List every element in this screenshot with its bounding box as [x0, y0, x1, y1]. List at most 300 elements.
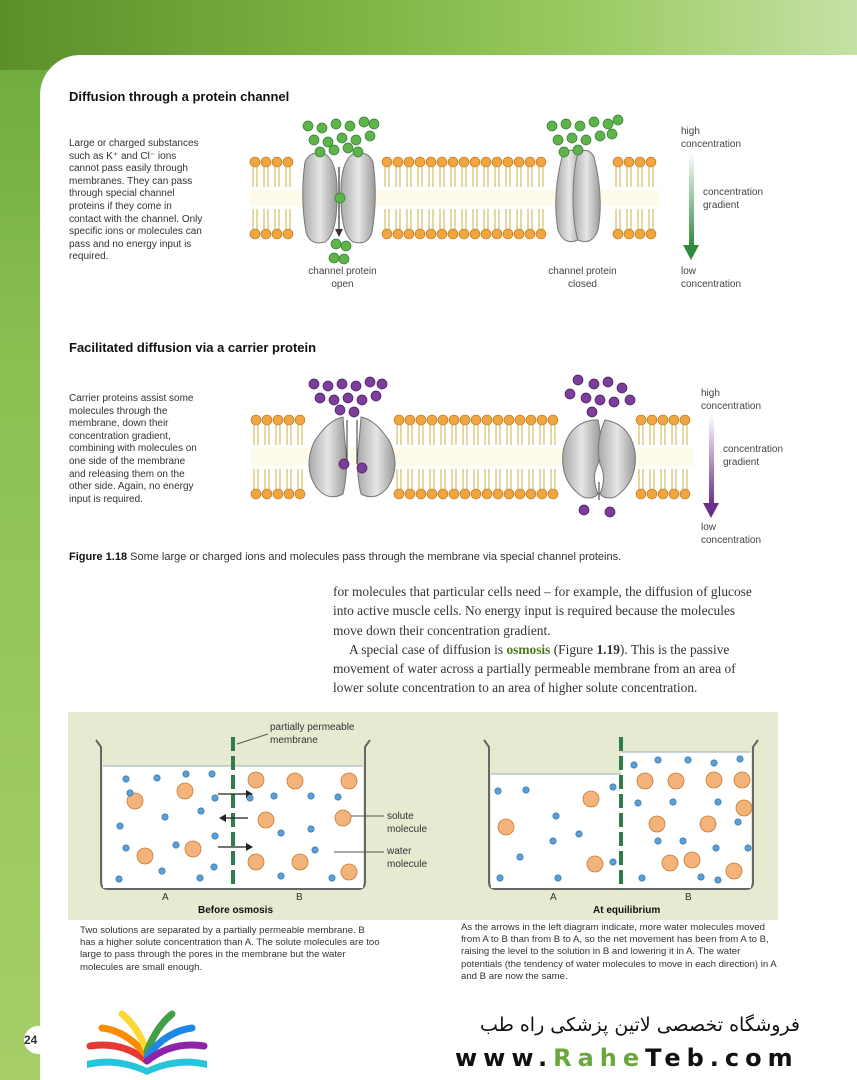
water-molecule	[715, 877, 721, 883]
solute-molecule	[583, 791, 599, 807]
high-label2-line1: high	[701, 388, 720, 399]
ion-molecule	[343, 143, 353, 153]
ion-molecule	[561, 119, 571, 129]
water-molecule	[745, 845, 751, 851]
label-channel-closed	[535, 265, 630, 291]
carried-molecule	[335, 405, 345, 415]
solute-molecule	[684, 852, 700, 868]
phospholipid-head	[283, 157, 293, 167]
phospholipid-head	[382, 157, 392, 167]
phospholipid-head	[635, 157, 645, 167]
phospholipid-head	[471, 415, 481, 425]
phospholipid-head	[525, 157, 535, 167]
phospholipid-head	[460, 415, 470, 425]
phospholipid-head	[503, 229, 513, 239]
channel-protein-closed	[556, 150, 601, 241]
water-molecule	[711, 760, 717, 766]
water-molecule	[713, 845, 719, 851]
low-label-line2: concentration	[681, 279, 742, 290]
carried-molecule	[579, 505, 589, 515]
figure-1-18-caption	[69, 551, 709, 563]
low-label2-line1: low	[701, 522, 717, 533]
solute-molecule	[734, 772, 750, 788]
water-molecule	[117, 823, 123, 829]
water-label-line2: molecule	[387, 859, 428, 870]
phospholipid-head	[284, 415, 294, 425]
paragraph-1: for molecules that particular cells need – for example, the diffusion of glucose into active muscle cells. No energy input is required because the molecules move down their concentration gradient.	[333, 584, 752, 638]
phospholipid-head	[437, 157, 447, 167]
phospholipid-head	[493, 489, 503, 499]
gradient-label-2	[723, 443, 783, 469]
carried-molecule	[337, 379, 347, 389]
ion-molecule	[575, 121, 585, 131]
water-molecule	[123, 776, 129, 782]
solute-molecule	[736, 800, 752, 816]
solute-molecule	[248, 854, 264, 870]
membrane-label-line2: membrane	[270, 735, 318, 746]
phospholipid-head	[636, 415, 646, 425]
high-concentration-label-1	[681, 125, 741, 151]
solute-label	[387, 810, 427, 836]
high-concentration-label-2	[701, 387, 761, 413]
phospholipid-head	[613, 157, 623, 167]
phospholipid-head	[481, 157, 491, 167]
phospholipid-head	[438, 489, 448, 499]
label-a-before: A	[162, 892, 169, 903]
gradient-label2-line2: gradient	[723, 457, 760, 468]
phospholipid-head	[262, 489, 272, 499]
water-molecule	[308, 793, 314, 799]
section2-heading: Facilitated diffusion via a carrier protein	[69, 340, 317, 355]
solute-molecule	[287, 773, 303, 789]
ion-molecule	[595, 131, 605, 141]
solute-molecule	[649, 816, 665, 832]
water-molecule	[680, 838, 686, 844]
book-logo	[82, 1006, 212, 1078]
phospholipid-head	[482, 415, 492, 425]
membrane-pointer	[237, 734, 268, 744]
carrier-protein-open-bottom	[563, 420, 636, 500]
water-molecule	[576, 831, 582, 837]
carried-molecule	[565, 389, 575, 399]
label-channel-closed-line1: channel protein	[548, 266, 617, 277]
phospholipid-head	[427, 489, 437, 499]
ion-molecule	[559, 147, 569, 157]
water-molecule	[127, 790, 133, 796]
ion-molecule	[581, 135, 591, 145]
water-molecule	[198, 808, 204, 814]
water-molecule	[495, 788, 501, 794]
ion-molecule	[317, 123, 327, 133]
phospholipid-head	[404, 229, 414, 239]
phospholipid-head	[481, 229, 491, 239]
phospholipid-head	[426, 229, 436, 239]
phospholipid-head	[261, 229, 271, 239]
carried-molecule	[377, 379, 387, 389]
carried-molecule	[603, 377, 613, 387]
phospholipid-head	[295, 415, 305, 425]
carried-molecule	[609, 397, 619, 407]
phospholipid-head	[504, 415, 514, 425]
phospholipid-head	[449, 489, 459, 499]
phospholipid-head	[295, 489, 305, 499]
phospholipid-head	[536, 157, 546, 167]
phospholipid-head	[416, 415, 426, 425]
carrier-protein-diagram	[248, 372, 693, 527]
phospholipid-head	[273, 489, 283, 499]
ion-molecule	[303, 121, 313, 131]
water-molecule	[523, 787, 529, 793]
solute-molecule	[341, 864, 357, 880]
carried-molecule	[343, 393, 353, 403]
url-part-1: www.	[455, 1044, 554, 1072]
phospholipid-head	[646, 229, 656, 239]
carried-molecule	[587, 407, 597, 417]
label-b-after: B	[685, 892, 692, 903]
phospholipid-head	[526, 489, 536, 499]
solute-molecule	[668, 773, 684, 789]
ion-molecule	[547, 121, 557, 131]
figure-caption-text: Some large or charged ions and molecules pass through the membrane via special channel proteins.	[130, 551, 622, 563]
ion-molecule	[365, 131, 375, 141]
solute-molecule	[185, 841, 201, 857]
phospholipid-head	[548, 415, 558, 425]
water-molecule	[123, 845, 129, 851]
section1-heading: Diffusion through a protein channel	[69, 89, 290, 104]
phospholipid-head	[680, 489, 690, 499]
solute-molecule	[706, 772, 722, 788]
phospholipid-head	[284, 489, 294, 499]
solute-molecule	[292, 854, 308, 870]
phospholipid-head	[415, 157, 425, 167]
water-molecule	[278, 873, 284, 879]
phospholipid-head	[459, 157, 469, 167]
phospholipid-head	[449, 415, 459, 425]
phospholipid-head	[427, 415, 437, 425]
phospholipid-head	[251, 489, 261, 499]
phospholipid-head	[636, 489, 646, 499]
phospholipid-head	[514, 229, 524, 239]
carried-molecule	[617, 383, 627, 393]
label-b-before: B	[296, 892, 303, 903]
high-label-line1: high	[681, 126, 700, 137]
water-molecule	[655, 757, 661, 763]
phospholipid-head	[537, 489, 547, 499]
water-molecule	[555, 875, 561, 881]
ion-molecule	[331, 119, 341, 129]
water-molecule	[610, 859, 616, 865]
carried-molecule	[357, 395, 367, 405]
ion-molecule	[337, 133, 347, 143]
carried-molecule	[351, 381, 361, 391]
phospholipid-head	[624, 229, 634, 239]
phospholipid-head	[416, 489, 426, 499]
solute-molecule	[335, 810, 351, 826]
water-molecule	[715, 799, 721, 805]
phospholipid-head	[393, 229, 403, 239]
shop-name: فروشگاه تخصصی لاتین پزشکی راه طب	[480, 1014, 800, 1036]
ion-molecule	[331, 239, 341, 249]
at-equilibrium-title: At equilibrium	[593, 905, 661, 916]
phospholipid-head	[658, 489, 668, 499]
phospholipid-head	[658, 415, 668, 425]
phospholipid-head	[482, 489, 492, 499]
phospholipid-head	[515, 415, 525, 425]
phospholipid-head	[415, 229, 425, 239]
section1-side-text: Large or charged substances such as K⁺ and Cl⁻ ions cannot pass easily through membranes. They can pass through special channel proteins if they come in contact with the channel. Only specific ions or molecules can pass and no energy input is required.	[69, 138, 203, 263]
high-label-line2: concentration	[681, 139, 742, 150]
gradient-arrow-green	[682, 152, 700, 262]
ion-molecule	[567, 133, 577, 143]
gradient-label2-line1: concentration	[723, 444, 784, 455]
figure-ref: 1.19	[596, 641, 620, 657]
water-molecule	[271, 793, 277, 799]
ion-molecule	[309, 135, 319, 145]
water-molecule	[670, 799, 676, 805]
phospholipid-head	[493, 415, 503, 425]
solute-molecule	[258, 812, 274, 828]
phospholipid-head	[492, 157, 502, 167]
ion-molecule	[603, 119, 613, 129]
shop-url[interactable]	[455, 1044, 799, 1072]
channel-protein-diagram	[240, 112, 660, 272]
water-molecule	[212, 795, 218, 801]
water-molecule	[685, 757, 691, 763]
water-molecule	[154, 775, 160, 781]
water-molecule	[183, 771, 189, 777]
phospholipid-head	[680, 415, 690, 425]
phospholipid-head	[537, 415, 547, 425]
label-a-after: A	[550, 892, 557, 903]
gradient-label-line1: concentration	[703, 187, 764, 198]
water-molecule	[212, 833, 218, 839]
p2-text-b: (Figure	[550, 641, 597, 657]
water-molecule	[329, 875, 335, 881]
carried-molecule	[349, 407, 359, 417]
water-label-line1: water	[387, 846, 412, 857]
water-molecule	[610, 784, 616, 790]
phospholipid-head	[471, 489, 481, 499]
p2-text-c: ). This is the passive movement of water across a partially permeable membrane from an area of lower solute concentration to an area of higher solute concentration.	[333, 641, 736, 696]
phospholipid-head	[250, 157, 260, 167]
phospholipid-head	[504, 489, 514, 499]
solute-molecule	[341, 773, 357, 789]
water-molecule	[211, 864, 217, 870]
solute-molecule	[177, 783, 193, 799]
ion-molecule	[553, 135, 563, 145]
water-molecule	[517, 854, 523, 860]
term-osmosis: osmosis	[506, 641, 551, 657]
carried-molecule	[323, 381, 333, 391]
water-molecule	[278, 830, 284, 836]
phospholipid-head	[393, 157, 403, 167]
carried-molecule	[573, 375, 583, 385]
phospholipid-head	[514, 157, 524, 167]
ion-molecule	[359, 117, 369, 127]
carried-molecule	[365, 377, 375, 387]
figure-label: Figure 1.18	[69, 551, 128, 563]
phospholipid-head	[394, 489, 404, 499]
water-molecule	[173, 842, 179, 848]
osmosis-caption-left: Two solutions are separated by a partially permeable membrane. B has a higher solute concentration than A. The solute molecules are too large to pass through the pores in the membrane but the water molecules are small enough.	[80, 925, 380, 973]
carried-molecule	[625, 395, 635, 405]
low-label-line1: low	[681, 266, 697, 277]
phospholipid-head	[669, 489, 679, 499]
water-molecule	[735, 819, 741, 825]
solute-molecule	[137, 848, 153, 864]
phospholipid-head	[536, 229, 546, 239]
ion-molecule	[339, 254, 349, 264]
ion-molecule	[345, 121, 355, 131]
water-molecule	[631, 762, 637, 768]
ion-molecule	[573, 145, 583, 155]
low-concentration-label-1	[681, 265, 741, 291]
low-label2-line2: concentration	[701, 535, 762, 546]
carried-molecule	[595, 395, 605, 405]
phospholipid-head	[459, 229, 469, 239]
label-channel-closed-line2: closed	[568, 279, 597, 290]
water-label	[387, 845, 427, 871]
phospholipid-head	[404, 157, 414, 167]
phospholipid-head	[548, 489, 558, 499]
p2-text-a: A special case of diffusion is	[349, 641, 507, 657]
phospholipid-head	[525, 229, 535, 239]
carried-molecule	[329, 395, 339, 405]
membrane-label	[270, 721, 355, 747]
ion-molecule	[613, 115, 623, 125]
phospholipid-head	[405, 489, 415, 499]
carried-molecule	[357, 463, 367, 473]
page-number: 24	[24, 1026, 54, 1054]
phospholipid-head	[460, 489, 470, 499]
solute-molecule	[248, 772, 264, 788]
water-molecule	[197, 875, 203, 881]
phospholipid-head	[526, 415, 536, 425]
water-molecule	[550, 838, 556, 844]
solute-molecule	[700, 816, 716, 832]
water-molecule	[162, 814, 168, 820]
section2-side-text: Carrier proteins assist some molecules through the membrane, down their concentration gradient, combining with molecules on one side of the membrane and releasing them on the other side. Again, no energy input is required.	[69, 393, 197, 505]
carried-molecule	[589, 379, 599, 389]
carried-molecule	[339, 459, 349, 469]
phospholipid-head	[492, 229, 502, 239]
paragraph-2	[333, 640, 765, 698]
water-molecule	[655, 838, 661, 844]
ion-molecule	[353, 147, 363, 157]
water-molecule	[698, 874, 704, 880]
high-label2-line2: concentration	[701, 401, 762, 412]
phospholipid-head	[646, 157, 656, 167]
solute-molecule	[587, 856, 603, 872]
gradient-label-line2: gradient	[703, 200, 740, 211]
phospholipid-head	[647, 415, 657, 425]
phospholipid-head	[470, 157, 480, 167]
phospholipid-head	[272, 229, 282, 239]
solute-molecule	[726, 863, 742, 879]
solute-label-line2: molecule	[387, 824, 428, 835]
water-molecule	[312, 847, 318, 853]
phospholipid-head	[394, 415, 404, 425]
phospholipid-head	[647, 489, 657, 499]
phospholipid-head	[405, 415, 415, 425]
body-text	[333, 582, 765, 698]
water-molecule	[635, 800, 641, 806]
gradient-label-1	[703, 186, 763, 212]
solute-label-line1: solute	[387, 811, 414, 822]
phospholipid-head	[250, 229, 260, 239]
ion-molecule	[607, 129, 617, 139]
water-molecule	[159, 868, 165, 874]
beaker-equilibrium	[484, 737, 758, 890]
phospholipid-head	[382, 229, 392, 239]
phospholipid-head	[613, 229, 623, 239]
water-molecule	[737, 756, 743, 762]
water-molecule	[553, 813, 559, 819]
low-concentration-label-2	[701, 521, 761, 547]
water-molecule	[209, 771, 215, 777]
membrane-label-line1: partially permeable	[270, 722, 355, 733]
phospholipid-head	[272, 157, 282, 167]
phospholipid-head	[624, 157, 634, 167]
ion-molecule	[369, 119, 379, 129]
phospholipid-head	[635, 229, 645, 239]
solute-molecule	[662, 855, 678, 871]
carried-molecule	[581, 393, 591, 403]
url-accent: Rahe	[553, 1044, 646, 1072]
phospholipid-head	[273, 415, 283, 425]
ion-molecule	[329, 253, 339, 263]
phospholipid-head	[503, 157, 513, 167]
url-part-2: Teb.com	[645, 1044, 799, 1072]
carried-molecule	[371, 391, 381, 401]
phospholipid-head	[251, 415, 261, 425]
phospholipid-head	[262, 415, 272, 425]
phospholipid-head	[437, 229, 447, 239]
carried-molecule	[315, 393, 325, 403]
ion-molecule	[589, 117, 599, 127]
water-molecule	[247, 795, 253, 801]
phospholipid-head	[438, 415, 448, 425]
phospholipid-head	[669, 415, 679, 425]
water-molecule	[497, 875, 503, 881]
osmosis-caption-right: As the arrows in the left diagram indicate, more water molecules moved from A to B than from B to A, so the net movement has been from A to B, raising the level to the solution in B and lowering it in A. The water potentials (the tendency of water molecules to move in each direction) in A and B are now the same.	[461, 922, 777, 982]
carried-molecule	[605, 507, 615, 517]
phospholipid-head	[448, 157, 458, 167]
label-channel-open	[295, 265, 390, 291]
gradient-arrow-purple	[702, 415, 720, 520]
water-molecule	[335, 794, 341, 800]
water-molecule	[116, 876, 122, 882]
carried-molecule	[309, 379, 319, 389]
before-osmosis-title: Before osmosis	[198, 905, 274, 916]
label-channel-open-line2: open	[331, 279, 354, 290]
solute-molecule	[498, 819, 514, 835]
phospholipid-head	[426, 157, 436, 167]
phospholipid-head	[261, 157, 271, 167]
ion-molecule	[335, 193, 345, 203]
ion-molecule	[315, 147, 325, 157]
solute-molecule	[637, 773, 653, 789]
label-channel-open-line1: channel protein	[308, 266, 377, 277]
phospholipid-head	[470, 229, 480, 239]
ion-molecule	[351, 135, 361, 145]
phospholipid-head	[448, 229, 458, 239]
phospholipid-head	[283, 229, 293, 239]
ion-molecule	[341, 241, 351, 251]
ion-molecule	[329, 145, 339, 155]
beaker-before	[96, 737, 370, 890]
water-molecule	[639, 875, 645, 881]
